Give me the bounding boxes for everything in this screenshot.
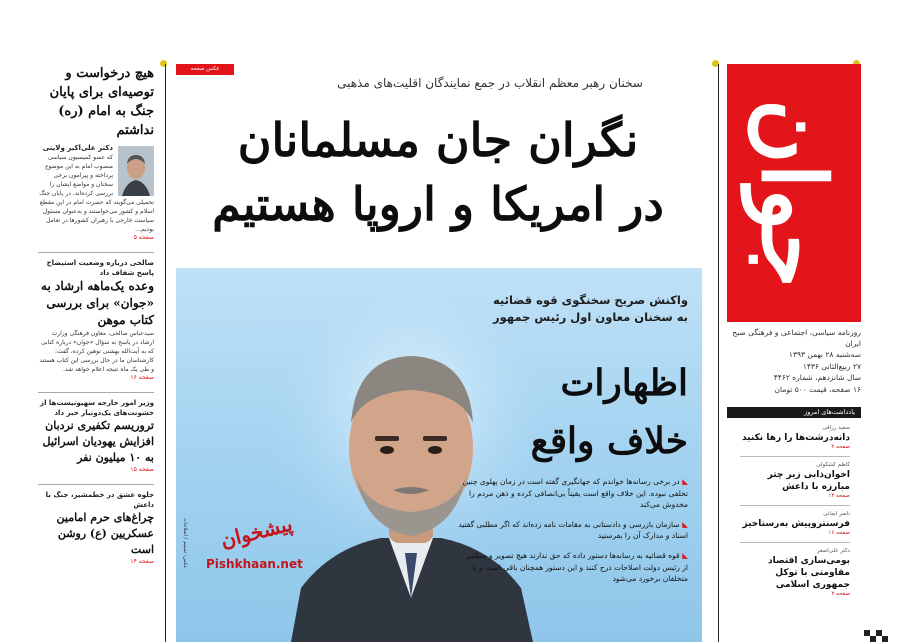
info-line: روزنامه سیاسی، اجتماعی و فرهنگی صبح ایران	[732, 328, 861, 348]
left-story-title[interactable]: هیچ درخواست و توصیه‌ای برای پایان جنگ به امام (ره) نداشتم	[49, 66, 154, 138]
left-story-page: صفحه ۱۶	[130, 374, 154, 381]
newspaper-logo: جوان	[742, 98, 846, 288]
index-item-author: دکتر علی‌اصغر	[816, 548, 850, 554]
index-item-page: صفحه ۲	[831, 444, 850, 450]
index-item-title[interactable]: بومی‌سازی اقتصاد مقاومتی با توکل جمهوری اسلامی	[767, 556, 850, 590]
bullet-item	[458, 476, 688, 511]
photo-story-kicker-line: واکنش صریح سخنگوی قوه قضائیه	[492, 293, 688, 307]
index-list	[740, 420, 850, 603]
bullet-item	[458, 519, 688, 542]
bullet-text: در برخی رسانه‌ها خواندم که جهانگیری گفته است در زمان پهلوی چنین تخلفی نبوده. این خلاف واقع است یقیناً بی‌انصافی کرده و ذهن مردم را مخدوش می‌کند	[462, 477, 688, 510]
bullet-item	[458, 550, 688, 585]
bullet-arrow-icon: ◣	[679, 477, 688, 486]
photo-story-headline-line[interactable]: اظهارات	[560, 362, 688, 404]
index-item-author: ناصر ایمانی	[823, 511, 850, 517]
left-story-page: صفحه ۱۴	[130, 558, 154, 565]
photo-story-headline[interactable]	[458, 354, 688, 470]
left-story-author: دکتر علی‌اکبر ولایتی	[42, 144, 113, 152]
story-separator	[38, 392, 154, 393]
story-separator	[38, 484, 154, 485]
lead-headline-line[interactable]: در امریکا و اروپا هستیم	[212, 177, 664, 231]
left-column	[38, 64, 154, 572]
lead-headline[interactable]	[176, 108, 700, 236]
photo-credit: عکس: تسنیم / اصلاحات	[182, 518, 188, 569]
paper-info	[727, 328, 861, 396]
bullet-text: قوه قضائیه به رسانه‌ها دستور داده که حق ندارند هیچ تصویر و مطلبی از رئیس دولت اصلاحات درج کنند و این دستور همچنان باقی است و با متخلفان برخورد می‌شود	[465, 550, 688, 584]
photo-story-panel	[176, 268, 702, 642]
index-item[interactable]	[740, 506, 850, 543]
index-item-page: صفحه ۱۶	[828, 530, 850, 536]
left-story-body-wrap	[38, 143, 154, 242]
index-item-title[interactable]: فرسنتروپیش به‌رستاخیز	[742, 519, 850, 529]
left-story-page: صفحه ۱۵	[130, 466, 154, 473]
bullet-arrow-icon: ◣	[679, 519, 688, 529]
left-story-kicker: جلوه عشق در خطمشیر، جنگ با داعش	[45, 491, 154, 509]
column-divider	[718, 64, 719, 642]
photo-story-headline-line[interactable]: خلاف واقع	[530, 420, 688, 462]
index-item-page: صفحه ۱۴	[828, 493, 850, 499]
left-story[interactable]	[38, 490, 154, 572]
index-item-title[interactable]: دانه‌درشت‌ها را رها نکنید	[742, 433, 850, 443]
left-story-body: که عضو کمیسیون سیاسی منصوب امام به این موضوع پرداخته و پیرامون برخی سخنان و مواضع ایشان را بررسی کرده‌اند. در پایان جنگ تحمیلی می‌گویند که حضرت امام در این مقطع اسلام و کشور می‌خواستند و به‌عنوان مسئول سیاست خارجی با رهبران کشورها در تعامل بودیم...	[39, 154, 154, 233]
index-item[interactable]	[740, 420, 850, 457]
bullet-text: سازمان بازرسی و دادستانی به مقامات نامه زده‌اند که اگر مطلبی گفتید اسناد و مدارک آن را بفرستید	[458, 519, 688, 541]
left-story[interactable]	[38, 64, 154, 248]
info-line: ۱۶ صفحه، قیمت ۵۰۰ تومان	[774, 384, 861, 394]
story-separator	[38, 252, 154, 253]
index-item-title[interactable]: اخوان‌ذابی زیر چتر مبارزه با داعش	[767, 470, 850, 492]
index-item-page: صفحه ۲	[831, 591, 850, 597]
avatar	[118, 146, 154, 196]
left-story-kicker: صالحی درباره وضعیت استیضاح پاسخ شفاف داد	[46, 259, 154, 277]
index-item[interactable]	[740, 457, 850, 506]
left-story[interactable]	[38, 258, 154, 388]
left-story-kicker: وزیر امور خارجه سهیونیست‌ها از خشونت‌های یک‌دوتبار خبر داد	[40, 399, 154, 417]
photo-story-kicker	[458, 292, 688, 326]
bullet-arrow-icon: ◣	[679, 550, 688, 560]
left-story-title[interactable]: تروریسم تکفیری نردبان افزایش یهودیان اسرائیل به ۱۰ میلیون نفر	[42, 419, 154, 464]
column-divider	[165, 64, 166, 642]
photo-badge: عکس صفحه	[176, 64, 234, 75]
lead-headline-line[interactable]: نگران جان مسلمانان	[237, 113, 639, 167]
info-line: سال شانزدهم، شماره ۴۴۶۲	[773, 373, 861, 382]
left-story-title[interactable]: وعده یک‌ماهه ارشاد به «جوان» برای بررسی کتاب موهن	[41, 279, 154, 327]
left-story-title[interactable]: چراغ‌های حرم امامین عسکریین (ع) روشن است	[56, 511, 154, 556]
index-heading: یادداشت‌های امروز	[727, 407, 861, 418]
photo-story-kicker-line: به سخنان معاون اول رئیس جمهور	[492, 310, 688, 324]
info-line: سه‌شنبه ۲۸ بهمن ۱۳۹۳	[788, 350, 861, 359]
left-story[interactable]	[38, 398, 154, 480]
watermark-logo: پیشخوان	[218, 511, 295, 553]
index-item-author: سعید رزاقی	[822, 425, 850, 431]
left-story-body: سیدعباس صالحی، معاون فرهنگی وزارت ارشاد در پاسخ به سؤال «جوان» درباره کتابی که به آیت‌الله بهشتی توهین کرده، گفت: کارشناسان ما در حال بررسی این کتاب هستند و طی یک ماه نتیجه اعلام خواهد شد.	[39, 330, 154, 373]
masthead-logo-block	[727, 64, 861, 322]
lead-kicker: سخنان رهبر معظم انقلاب در جمع نمایندگان اقلیت‌های مذهبی	[337, 76, 643, 90]
info-line: ۲۷ ربیع‌الثانی ۱۴۳۶	[802, 361, 861, 371]
watermark-url[interactable]: Pishkhaan.net	[206, 557, 303, 571]
index-item-author: کاظم کشکولی	[816, 462, 850, 468]
checker-corner-decoration	[864, 630, 888, 642]
index-item[interactable]	[740, 543, 850, 603]
photo-story-bullets	[458, 476, 688, 593]
person-photo-icon	[118, 146, 154, 196]
left-story-page: صفحه ۵	[133, 234, 154, 241]
